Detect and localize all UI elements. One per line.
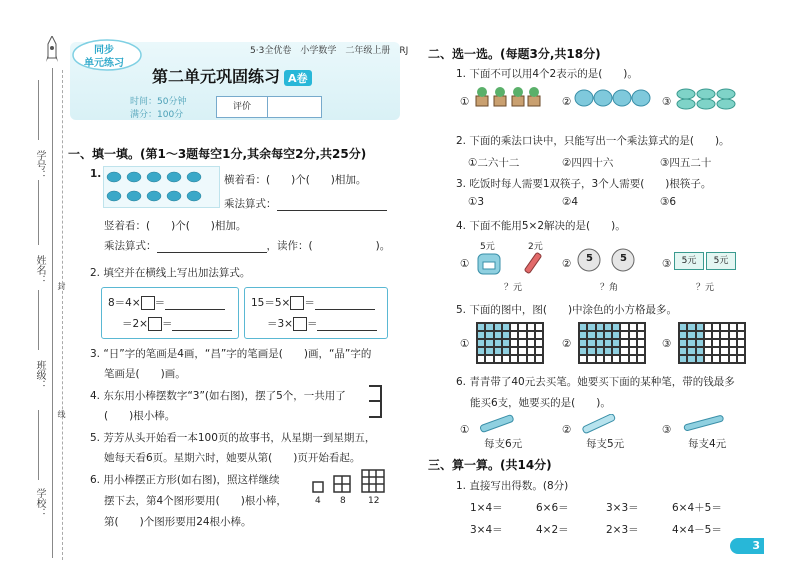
grid-cell [518,323,526,331]
q1-vertical-formula: 乘法算式： ，读作：( )。 [104,240,391,252]
grid-cell [687,355,695,363]
grid-cell [477,355,485,363]
r-q4-price-1: 5元 [480,242,495,252]
grid-cell [637,323,645,331]
q6-fig-label-3: 12 [368,496,380,506]
grid-cell [579,355,587,363]
book-brand: 5·3全优卷 小学数学 二年级上册 RJ [250,46,409,56]
q1-number: 1. [90,168,102,180]
q2-text: 2. 填空并在横线上写出加法算式。 [90,267,251,279]
grid-cell [579,347,587,355]
q1-vertical: 竖着看：( )个( )相加。 [104,220,247,232]
grid-cell [596,339,604,347]
grid-cell [704,323,712,331]
school-label: 学校： [34,488,45,518]
grid-cell [712,331,720,339]
r-q5-opt-2: ② [562,338,572,350]
q6-fig-label-1: 4 [315,496,321,506]
r-q6-price-2: 每支5元 [586,438,625,450]
grid-cell [737,347,745,355]
q1-horizontal: 横着看：( )个( )相加。 [224,174,367,186]
grid-cell [527,323,535,331]
grid-cell [535,347,543,355]
pen-2-picture [574,414,624,436]
grid-cell [679,323,687,331]
grid-cell [535,331,543,339]
grid-cell [579,331,587,339]
cut-line [62,70,63,560]
grid-cell [596,323,604,331]
q1-formula-blank[interactable] [277,210,387,211]
grid-cell [527,339,535,347]
grid-cell [477,323,485,331]
grid-cell [637,347,645,355]
grid-cell [485,355,493,363]
grid-cell [612,339,620,347]
grid-cell [612,347,620,355]
addition-blank[interactable] [315,309,375,310]
grid-cell [729,339,737,347]
grid-cell [502,331,510,339]
grid-cell [485,331,493,339]
leaves-picture [676,86,760,110]
score-box[interactable] [216,96,322,118]
grid-cell [704,331,712,339]
student-id-blank [38,80,39,140]
grid-cell [485,347,493,355]
grid-cell [502,347,510,355]
q2-box-1: 8＝4× ＝ ＝2× ＝ [101,287,239,339]
grid-cell [612,323,620,331]
badge-line2: 单元练习 [84,58,124,69]
calc-2-1: 3×4＝ [470,524,503,536]
grid-cell [612,355,620,363]
grid-cell [637,339,645,347]
shaded-grid-1 [476,322,544,364]
grid-cell [720,347,728,355]
grid-cell [679,331,687,339]
unit-badge [72,38,142,72]
grid-cell [620,323,628,331]
grid-cell [494,323,502,331]
grid-cell [604,323,612,331]
score-label: 评价 [217,97,268,117]
grid-cell [729,347,737,355]
grid-cell [604,347,612,355]
grid-cell [535,355,543,363]
grid-cell [737,331,745,339]
r-q4-question-1: ？元 [504,283,523,293]
grid-cell [720,323,728,331]
answer-square[interactable] [290,296,304,310]
grid-cell [704,355,712,363]
r-q4-question-3: ？元 [696,283,715,293]
r-q3-opt-3: ③6 [660,196,677,208]
grid-cell [696,355,704,363]
q1-vertical-blank[interactable] [157,252,267,253]
grid-cell [604,355,612,363]
r-q1-text: 1. 下面不可以用4个2表示的是( )。 [456,68,638,80]
r-q4-opt-1: ① [460,258,470,270]
class-blank [38,290,39,350]
grid-cell [696,323,704,331]
grid-cell [679,347,687,355]
badge-line1: 同步 [94,45,114,56]
flower-pots-picture [472,84,542,110]
r-q1-opt-3: ③ [662,96,672,108]
r-q5-text: 5. 下面的图中，图( )中涂色的小方格最多。 [456,304,678,316]
grid-cell [587,323,595,331]
grid-cell [596,347,604,355]
section-3-title: 三、算一算。(共14分) [428,458,552,472]
grid-cell [485,323,493,331]
grid-cell [620,347,628,355]
grid-cell [629,323,637,331]
shaded-grid-2 [578,322,646,364]
grid-cell [696,347,704,355]
grid-cell [535,339,543,347]
r-q3-opt-1: ①3 [468,196,485,208]
grid-cell [527,355,535,363]
grid-cell [620,339,628,347]
grid-cell [477,331,485,339]
grid-cell [518,331,526,339]
addition-blank[interactable] [165,309,225,310]
r-q2-opt-1: ①二六十二 [468,157,520,169]
coin-label-1: 5 [586,253,593,264]
r-q5-opt-1: ① [460,338,470,350]
grid-cell [712,347,720,355]
grid-cell [729,355,737,363]
shaded-grid-3 [678,322,746,364]
grid-cell [527,347,535,355]
q5-line2: 她每天看6页。星期六时，她要从第( )页开始看起。 [104,452,361,464]
q6-line1: 6. 用小棒摆正方形(如右图)，照这样继续 [90,474,280,486]
grid-cell [637,355,645,363]
r-q1-opt-1: ① [460,96,470,108]
grid-cell [604,339,612,347]
binding-line [52,68,53,558]
line-mark: 线 [57,410,66,418]
grid-cell [737,339,745,347]
q6-line3: 第( )个图形要用24根小棒。 [104,516,252,528]
grid-cell [510,347,518,355]
grid-cell [729,331,737,339]
grid-cell [518,339,526,347]
page-title [152,64,312,87]
r-q4-text: 4. 下面不能用5×2解决的是( )。 [456,220,626,232]
q5-line1: 5. 芳芳从头开始看一本100页的故事书，从星期一到星期五， [90,432,376,444]
q1-horizontal-formula: 乘法算式： [224,196,387,211]
grid-cell [485,339,493,347]
banknote-2: 5元 [706,252,736,270]
class-label: 班级： [34,360,45,390]
stick-three-figure [368,384,384,420]
grid-cell [687,323,695,331]
grid-cell [704,339,712,347]
grid-cell [729,323,737,331]
q3-line2: 笔画是( )画。 [104,368,186,380]
grid-cell [620,355,628,363]
grid-cell [535,323,543,331]
grid-cell [596,355,604,363]
r-q4-price-2: 2元 [528,242,543,252]
r-q2-opt-3: ③四五二十 [660,157,712,169]
grid-cell [620,331,628,339]
grid-cell [629,347,637,355]
grid-cell [679,339,687,347]
q4-line1: 4. 东东用小棒摆数字“3”(如右图)，摆了5个，一共用了 [90,390,346,402]
calc-1-4: 6×4＋5＝ [672,502,722,514]
answer-square[interactable] [148,317,162,331]
grid-cell [518,347,526,355]
school-blank [38,410,39,480]
calc-1-1: 1×4＝ [470,502,503,514]
backpack-and-pen-picture [474,250,554,276]
grid-cell [704,347,712,355]
grid-cell [527,331,535,339]
grid-cell [510,323,518,331]
grid-cell [679,355,687,363]
section-1-title: 一、填一填。(第1～3题每空1分,其余每空2分,共25分) [68,147,367,161]
grid-cell [720,331,728,339]
title-text: 第二单元巩固练习 [152,67,281,86]
calc-1-2: 6×6＝ [536,502,569,514]
calc-1-3: 3×3＝ [606,502,639,514]
addition-blank[interactable] [172,330,232,331]
r-q4-opt-3: ③ [662,258,672,270]
grid-cell [712,323,720,331]
grid-cell [737,323,745,331]
r-q6-line1: 6. 青青带了40元去买笔。她要买下面的某种笔，带的钱最多 [456,376,735,388]
coin-label-2: 5 [620,253,627,264]
grid-cell [477,339,485,347]
grid-cell [687,347,695,355]
grid-cell [687,339,695,347]
answer-square[interactable] [141,296,155,310]
grid-cell [518,355,526,363]
grid-cell [596,331,604,339]
grid-cell [712,355,720,363]
grid-cell [510,331,518,339]
section-2-title: 二、选一选。(每题3分,共18分) [428,47,601,61]
score-info: 满分：100分 [130,110,184,120]
r-q1-opt-2: ② [562,96,572,108]
grid-cell [637,331,645,339]
r-q4-opt-2: ② [562,258,572,270]
grid-cell [579,339,587,347]
grid-cell [494,347,502,355]
grid-cell [494,355,502,363]
answer-square[interactable] [293,317,307,331]
name-label: 姓名： [34,255,45,285]
student-id-label: 学号： [34,150,45,180]
grid-cell [712,339,720,347]
calc-2-4: 4×4－5＝ [672,524,722,536]
rocket-icon [46,36,58,66]
q6-fig-label-2: 8 [340,496,346,506]
title-tag: A卷 [284,70,312,86]
pen-1-picture [472,414,522,436]
r-q6-opt-1: ① [460,424,470,436]
r-q3-text: 3. 吃饭时每人需要1双筷子，3个人需要( )根筷子。 [456,178,712,190]
r-q6-opt-2: ② [562,424,572,436]
pumpkins-picture [574,86,654,108]
grid-cell [494,339,502,347]
calc-2-3: 2×3＝ [606,524,639,536]
r-q4-question-2: ？角 [600,283,619,293]
calc-2-2: 4×2＝ [536,524,569,536]
r-q6-price-3: 每支4元 [688,438,727,450]
pen-3-picture [676,414,732,436]
r-q3-opt-2: ②4 [562,196,579,208]
addition-blank[interactable] [317,330,377,331]
banknote-1: 5元 [674,252,704,270]
grid-cell [502,339,510,347]
dragonfly-array [103,166,220,208]
grid-cell [502,323,510,331]
grid-cell [612,331,620,339]
calc-instruction: 1. 直接写出得数。(8分) [456,480,569,492]
r-q2-opt-2: ②四四十六 [562,157,614,169]
r-q5-opt-3: ③ [662,338,672,350]
grid-cell [587,331,595,339]
grid-cell [687,331,695,339]
grid-cell [510,355,518,363]
grid-cell [494,331,502,339]
grid-cell [587,347,595,355]
q3-line1: 3. “日”字的笔画是4画，“昌”字的笔画是( )画，“晶”字的 [90,348,372,360]
page-number: 3 [730,538,764,554]
grid-cell [629,355,637,363]
grid-cell [629,339,637,347]
grid-cell [587,355,595,363]
grid-cell [696,331,704,339]
grid-cell [720,339,728,347]
grid-cell [629,331,637,339]
grid-cell [579,323,587,331]
grid-cell [696,339,704,347]
r-q2-text: 2. 下面的乘法口诀中，只能写出一个乘法算式的是( )。 [456,135,730,147]
time-info: 时间：50分钟 [130,97,187,107]
r-q6-price-1: 每支6元 [484,438,523,450]
grid-cell [720,355,728,363]
grid-cell [477,347,485,355]
r-q6-opt-3: ③ [662,424,672,436]
grid-cell [502,355,510,363]
grid-cell [737,355,745,363]
grid-cell [604,331,612,339]
grid-cell [510,339,518,347]
r-q6-line2: 能买6支，她要买的是( )。 [470,397,611,409]
q4-line2: ( )根小棒。 [104,410,176,422]
seal-mark: 封 [57,282,66,290]
name-blank [38,180,39,245]
q6-line2: 摆下去，第4个图形要用( )根小棒， [104,495,287,507]
q2-box-2: 15＝5× ＝ ＝3× ＝ [244,287,388,339]
grid-cell [587,339,595,347]
